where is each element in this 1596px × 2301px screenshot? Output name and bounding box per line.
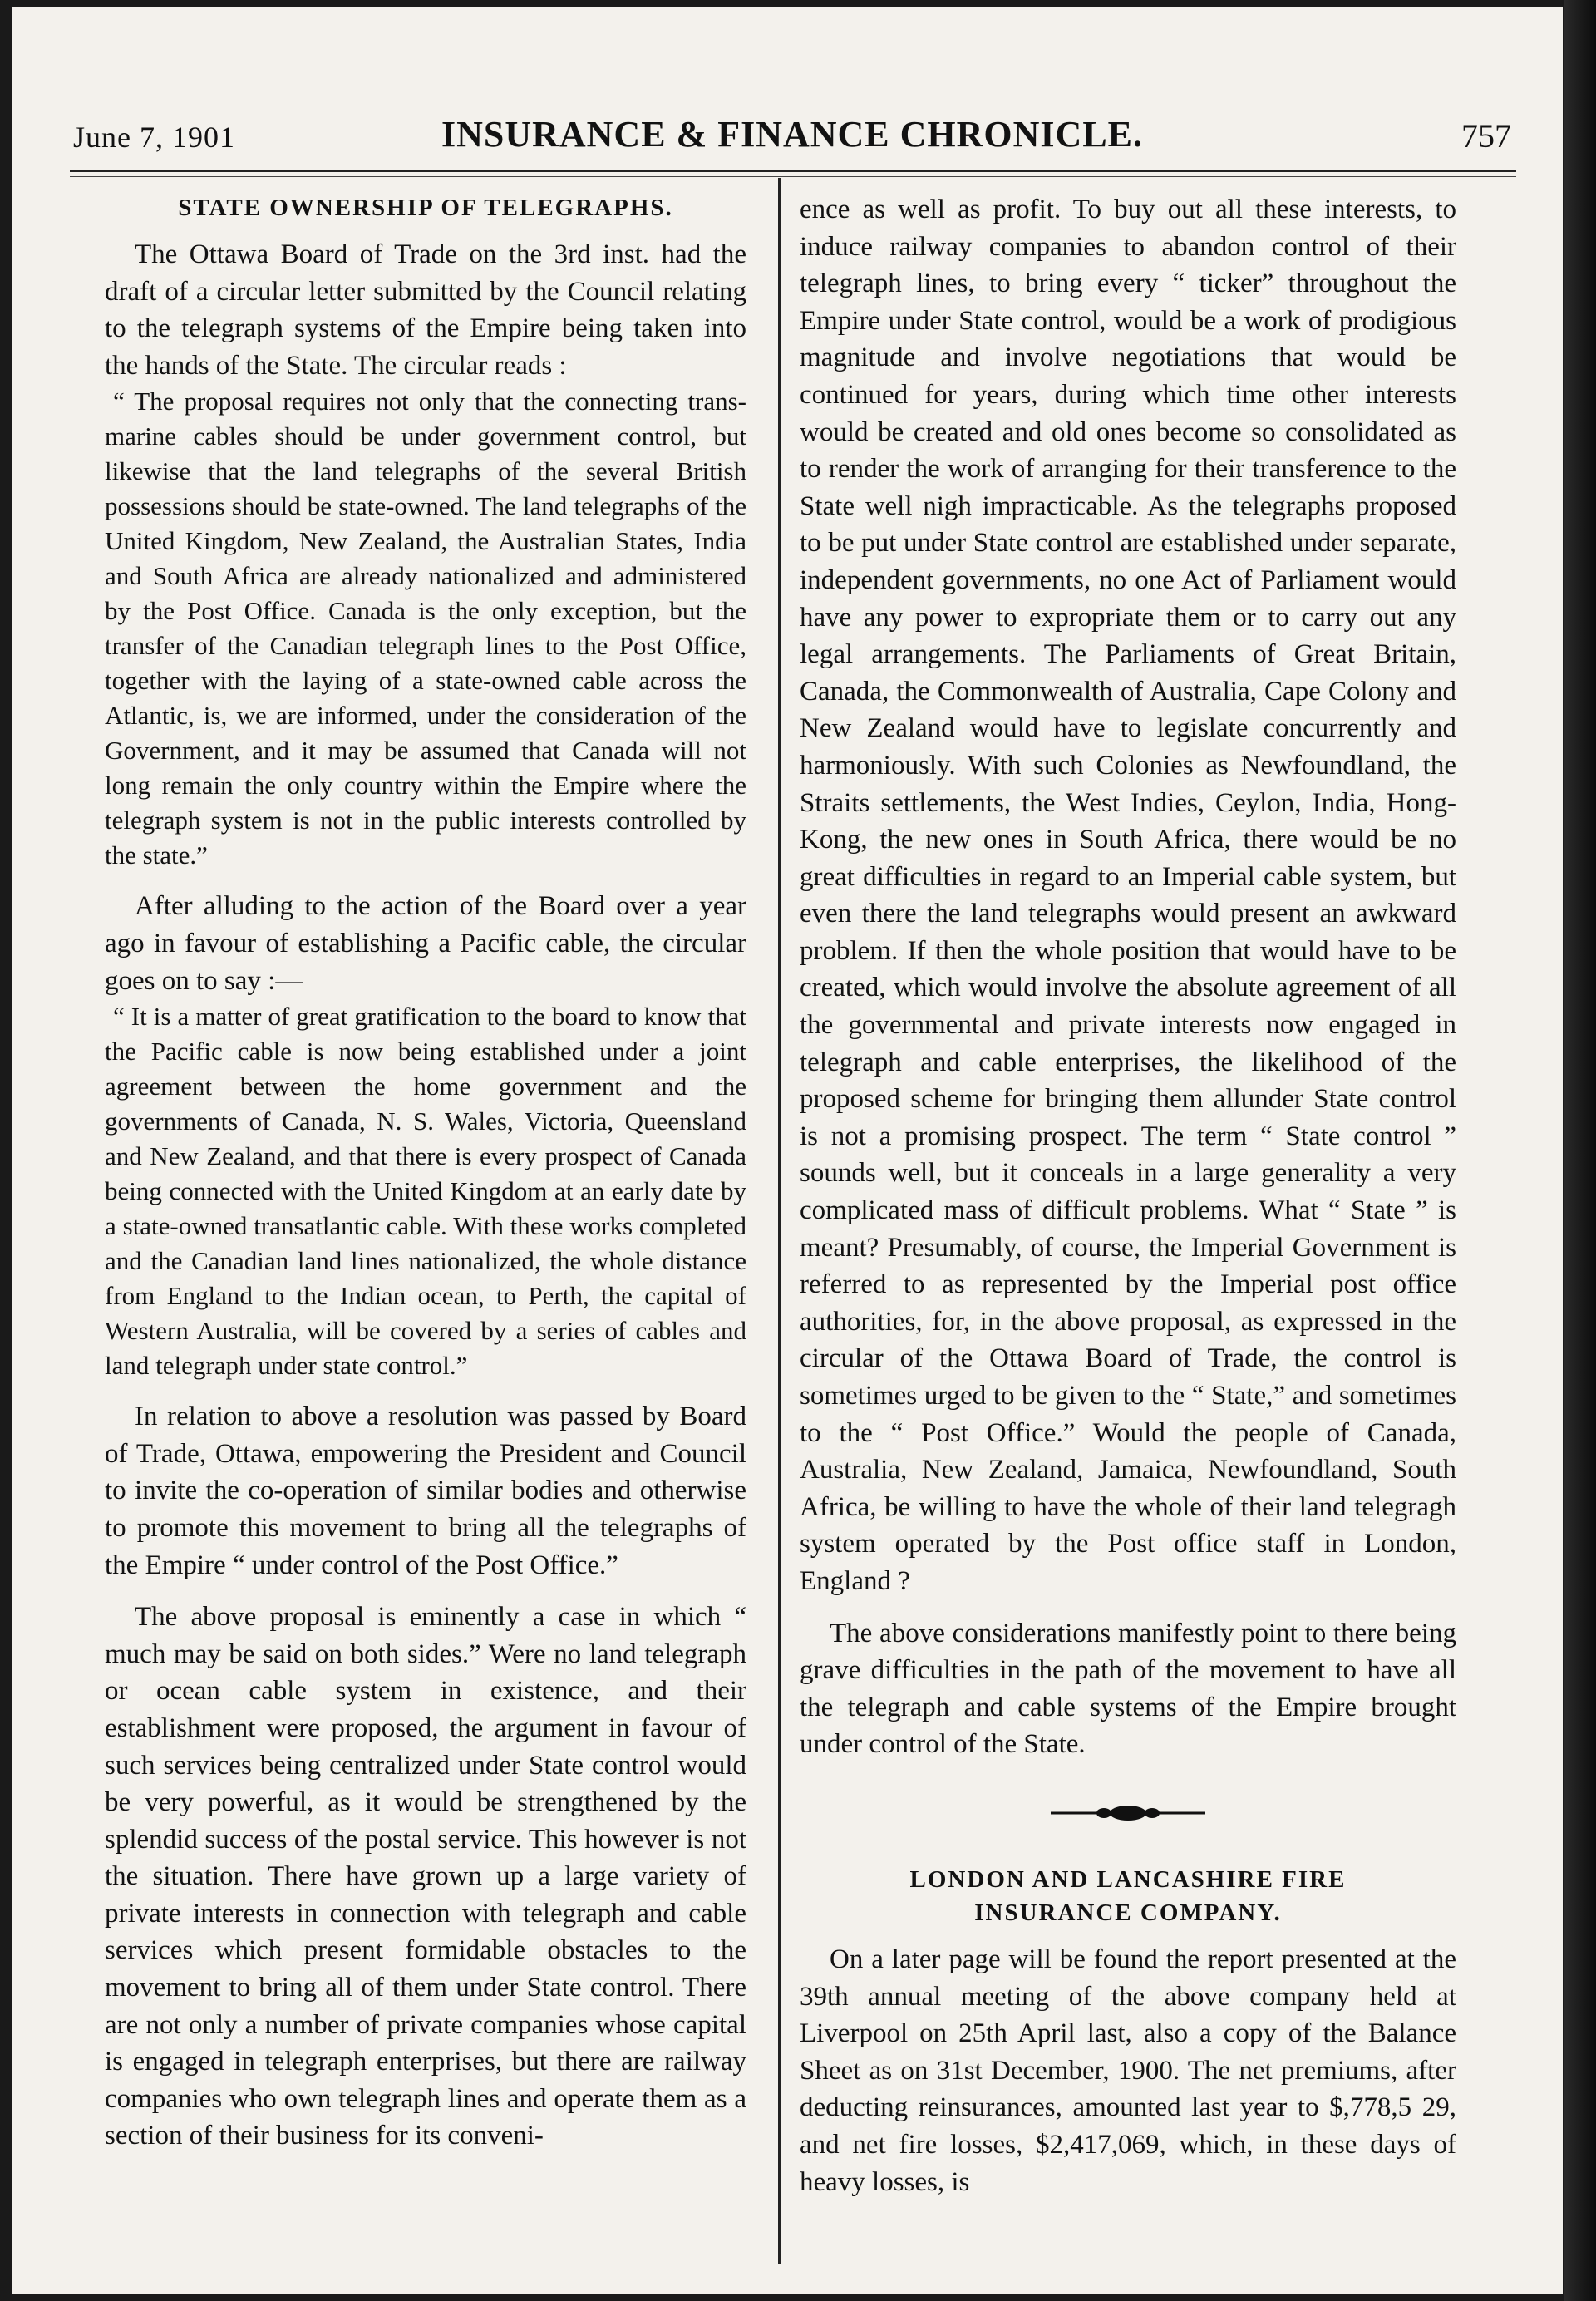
quoted-paragraph: “ The proposal requires not only that the connecting trans-marine cables should be under government control, but likewise that the land telegraphs of the several British possessions should be state-owned. The land telegraphs of the United Kingdom, New Zealand, the Australian States, India and South Africa are already nationalized and administered by the Post Office. Canada is the only exception, but the transfer of the Canadian telegraph lines to the Post Office, together with the laying of a state-owned cable across the Atlantic, is, we are informed, under the consideration of the Government, and it may be assumed that Canada will not long remain the only country within the Empire where the telegraph system is not in the public interests controlled by the state.” — [105, 387, 746, 870]
article-paragraph: After alluding to the action of the Board over a year ago in favour of establishing a Pacific cable, the circular goes on to say :— — [105, 891, 746, 996]
page-number: 757 — [1461, 117, 1511, 155]
heading-line: INSURANCE COMPANY. — [974, 1899, 1282, 1926]
page-header — [73, 105, 1511, 163]
article-paragraph: The above considerations manifestly point to there being grave difficulties in the path of the movement to have all the telegraph and cable systems of the Empire brought under control of the State. — [800, 1618, 1456, 1760]
article-paragraph: In relation to above a resolution was passed by Board of Trade, Ottawa, empowering the President and Council to invite the co-operation of similar bodies and otherwise to promote this movement to bring all the telegraphs of the Empire “ under control of the Post Office.” — [105, 1402, 746, 1580]
heading-line: LONDON AND LANCASHIRE FIRE — [909, 1865, 1347, 1893]
header-rule — [70, 170, 1516, 172]
article-heading: STATE OWNERSHIP OF TELEGRAPHS. — [178, 195, 673, 221]
article-paragraph-continued: ence as well as profit. To buy out all these interests, to induce railway companies to abandon control of their telegraph lines, to bring every “ ticker” throughout the Empire under State control, would be a work of prodigious magnitude and involve negotiations that would be continued for years, during which time other interests would be created and old ones become so consolidated as to render the work of arranging for their transference to the State well nigh impracticable. As the telegraphs proposed to be put under State control are established under separate, independent governments, no one Act of Parliament would have any power to expropriate them or to carry out any legal arrangements. The Parliaments of Great Britain, Canada, the Commonwealth of Australia, Cape Colony and New Zealand would have to legislate concurrently and harmoniously. With such Colonies as Newfoundland, the Straits settlements, the West Indies, Ceylon, India, Hong-Kong, the new ones in South Africa, there would be no great difficulties in regard to an Imperial cable system, but even there the land telegraphs would present an awkward problem. If then the whole position that would have to be created, which would involve the absolute agreement of all the governmental and private interests now engaged in telegraph and cable enterprises, the likelihood of the proposed scheme for bringing them allunder State control is not a promising prospect. The term “ State control ” sounds well, but it conceals in a large generality a very complicated mass of difficult problems. What “ State ” is meant? Presumably, of course, the Imperial Government is referred to as represented by the Imperial post office authorities, for, in the above proposal, as expressed in the circular of the Ottawa Board of Trade, the control is sometimes urged to be given to the “ State,” and sometimes to the “ Post Office.” Would the people of Canada, Australia, New Zealand, Jamaica, Newfoundland, South Africa, be willing to have the whole of their land telegragh system operated by the Post office staff in London, England ? — [800, 195, 1456, 1596]
publication-title: INSURANCE & FINANCE CHRONICLE. — [441, 114, 1144, 155]
section-ornament — [800, 1796, 1456, 1830]
article-paragraph: The above proposal is eminently a case in which “ much may be said on both sides.” Were no land telegraph or ocean cable system in existence, and their establishment were proposed, the argument in favour of such services being centralized under State control would be very powerful, as it would be strengthened by the splendid success of the postal service. This however is not the situation. There have grown up a large variety of private interests in connection with telegraph and cable services which present formidable obstacles to the movement to bring all of them under State control. There are not only a number of private companies whose capital is engaged in telegraph enterprises, but there are railway companies who own telegraph lines and operate them as a section of their business for its conveni- — [105, 1602, 746, 2151]
page-edge-shadow — [1564, 0, 1596, 2301]
left-column — [105, 191, 746, 2155]
article-paragraph: The Ottawa Board of Trade on the 3rd inst. had the draft of a circular letter submitted by the Council relating to the telegraph systems of the Empire being taken into the hands of the State. The circular reads : — [105, 239, 746, 381]
header-rule-thin — [70, 176, 1516, 177]
article-paragraph: On a later page will be found the report presented at the 39th annual meeting of the above company held at Liverpool on 25th April last, also a copy of the Balance Sheet as on 31st December, 1900. The net premiums, after deducting reinsurances, amounted last year to $,778,5 29, and net fire losses, $2,417,069, which, in these days of heavy losses, is — [800, 1944, 1456, 2197]
article-heading — [800, 1863, 1456, 1929]
right-column — [800, 191, 1456, 2200]
issue-date: June 7, 1901 — [73, 121, 235, 154]
newspaper-page — [12, 7, 1563, 2294]
quoted-paragraph: “ It is a matter of great gratification to the board to know that the Pacific cable is now being established under a joint agreement between the home government and the governments of Canada, N. S. Wales, Victoria, Queensland and New Zealand, and that there is every prospect of Canada being connected with the United Kingdom at an early date by a state-owned transatlantic cable. With these works completed and the Canadian land lines nationalized, the whole distance from England to the Indian ocean, to Perth, the capital of Western Australia, will be covered by a series of cables and land telegraph under state control.” — [105, 1002, 746, 1381]
ornament-divider-icon — [1049, 1803, 1207, 1823]
column-divider — [778, 178, 781, 2264]
